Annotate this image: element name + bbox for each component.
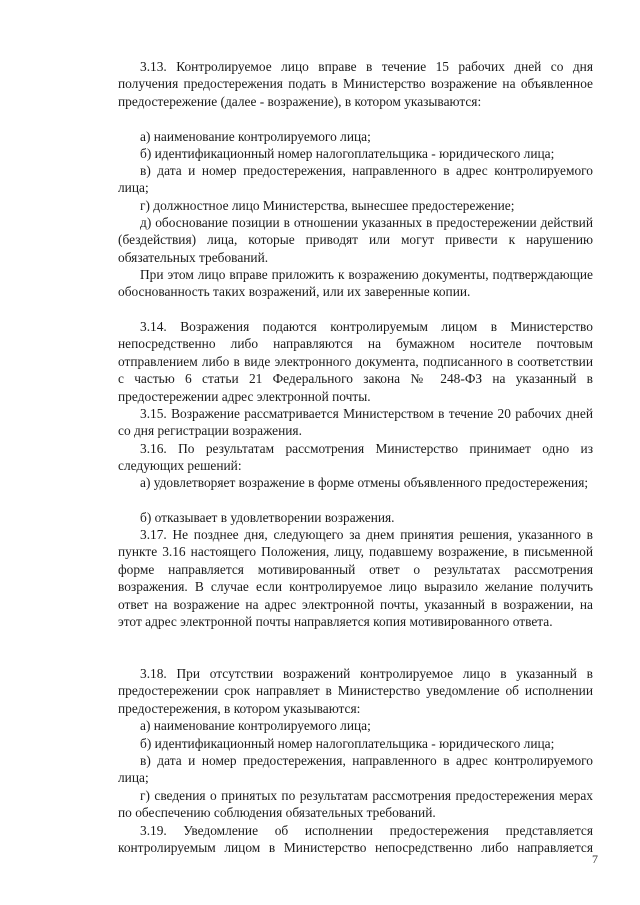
paragraph-3-18: 3.18. При отсутствии возражений контролируемое лицо в указанный в предостережении срок направляет в Министерство уведомление об исполнении предостережения, в котором указываются: [118,666,593,716]
paragraph-3-19: 3.19. Уведомление об исполнении предостережения представляется контролируемым лицом в Министерство непосредственно либо направляется [118,823,593,856]
paragraph-3-13-d: д) обоснование позиции в отношении указанных в предостережении действий (бездействия) лица, которые приводят или могут привести к нарушению обязательных требований. [118,215,593,265]
paragraph-3-13-v: в) дата и номер предостережения, направленного в адрес контролируемого лица; [118,163,593,196]
paragraph-3-13: 3.13. Контролируемое лицо вправе в течение 15 рабочих дней со дня получения предостережения подать в Министерство возражение на объявленное предостережение (далее - возражение), в котором указываются: [118,59,593,109]
paragraph-3-18-b: б) идентификационный номер налогоплательщика - юридического лица; [140,736,555,751]
paragraph-3-18-a: а) наименование контролируемого лица; [140,718,371,733]
paragraph-3-17: 3.17. Не позднее дня, следующего за днем принятия решения, указанного в пункте 3.16 настоящего Положения, лицу, подавшему возражение, в письменной форме направляется мотивированный ответ о результатах рассмотрения возражения. В случае если контролируемое лицо выразило желание получить ответ на возражение на адрес электронной почты, указанный в возражении, на этот адрес электронной почты направляется копия мотивированного ответа. [118,527,593,630]
paragraph-3-16-a: а) удовлетворяет возражение в форме отмены объявленного предостережения; [140,475,589,490]
paragraph-3-13-attach: При этом лицо вправе приложить к возражению документы, подтверждающие обоснованность таких возражений, или их заверенные копии. [118,267,593,300]
paragraph-3-13-g: г) должностное лицо Министерства, вынесшее предостережение; [140,198,515,213]
paragraph-3-13-b: б) идентификационный номер налогоплательщика - юридического лица; [140,146,555,161]
page-number: 7 [592,852,598,866]
paragraph-3-13-a: а) наименование контролируемого лица; [140,129,371,144]
paragraph-3-14: 3.14. Возражения подаются контролируемым лицом в Министерство непосредственно либо направляются на бумажном носителе почтовым отправлением либо в виде электронного документа, подписанного в соответствии с частью 6 статьи 21 Федерального закона № 248-ФЗ на указанный в предостережении адрес электронной почты. [118,319,593,404]
paragraph-3-18-g: г) сведения о принятых по результатам рассмотрения предостережения мерах по обеспечению соблюдения обязательных требований. [118,788,593,821]
paragraph-3-16: 3.16. По результатам рассмотрения Министерство принимает одно из следующих решений: [118,441,593,474]
paragraph-3-16-b: б) отказывает в удовлетворении возражения. [140,510,395,525]
paragraph-3-15: 3.15. Возражение рассматривается Министерством в течение 20 рабочих дней со дня регистрации возражения. [118,406,593,439]
paragraph-3-18-v: в) дата и номер предостережения, направленного в адрес контролируемого лица; [118,753,593,786]
